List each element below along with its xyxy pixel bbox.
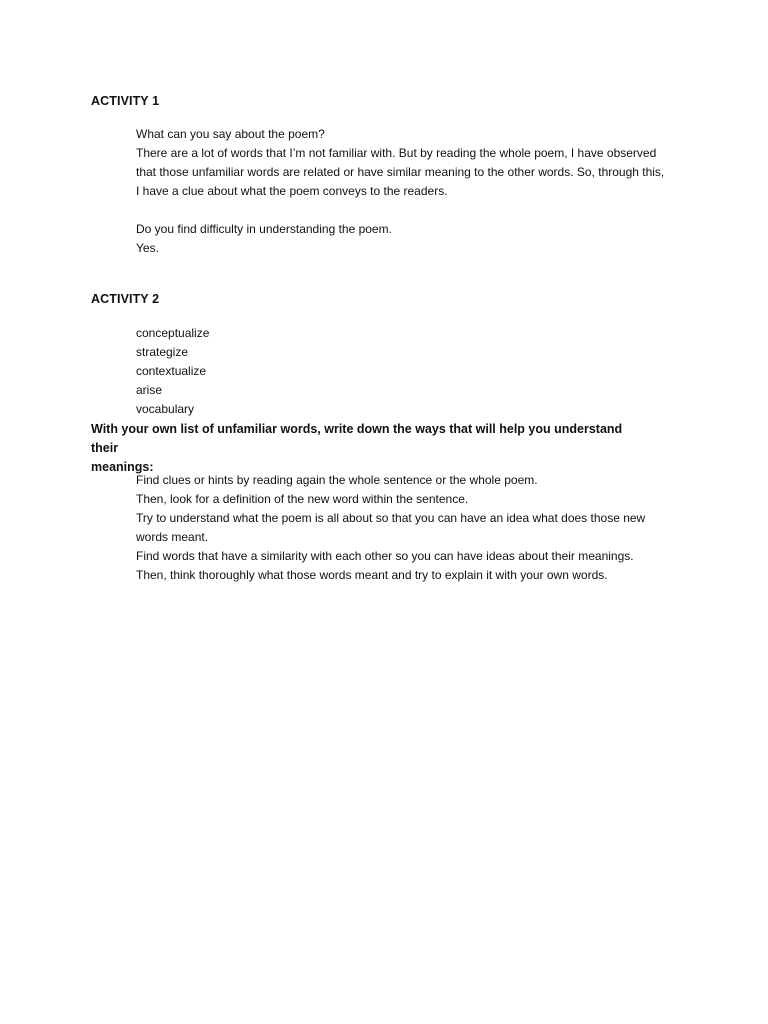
word-item: conceptualize [136,326,210,340]
activity-2-question-line-2: meanings: [91,460,154,474]
activity-1-qa-block-2 [136,220,696,258]
activity-1-heading: ACTIVITY 1 [91,94,160,108]
unfamiliar-words-list [136,324,696,419]
word-item: arise [136,383,163,397]
activity-1-answer-1-line-1: There are a lot of words that I’m not familiar with. But by reading the whole poem, I have observed [136,146,657,160]
activity-1-answer-1-line-2: that those unfamiliar words are related or have similar meaning to the other words. So, through this, [136,165,665,179]
activity-2-answers [136,471,696,585]
word-item: contextualize [136,364,207,378]
activity-1-answer-2: Yes. [136,241,159,255]
activity-1-answer-1-line-3: I have a clue about what the poem conveys to the readers. [136,184,448,198]
word-item: vocabulary [136,402,195,416]
answer-line: Then, think thoroughly what those words meant and try to explain it with your own words. [136,568,608,582]
word-item: strategize [136,345,189,359]
activity-1-question-1: What can you say about the poem? [136,127,325,141]
activity-2-question [91,420,651,477]
activity-1-qa-block [136,125,696,201]
answer-line: Then, look for a definition of the new word within the sentence. [136,492,469,506]
answer-line: Find clues or hints by reading again the whole sentence or the whole poem. [136,473,538,487]
answer-line: words meant. [136,530,209,544]
answer-line: Find words that have a similarity with each other so you can have ideas about their meanings. [136,549,634,563]
activity-2-question-line-1: With your own list of unfamiliar words, write down the ways that will help you understand their [91,422,623,455]
answer-line: Try to understand what the poem is all about so that you can have an idea what does those new [136,511,646,525]
activity-1-question-2: Do you find difficulty in understanding the poem. [136,222,392,236]
activity-2-heading: ACTIVITY 2 [91,292,160,306]
